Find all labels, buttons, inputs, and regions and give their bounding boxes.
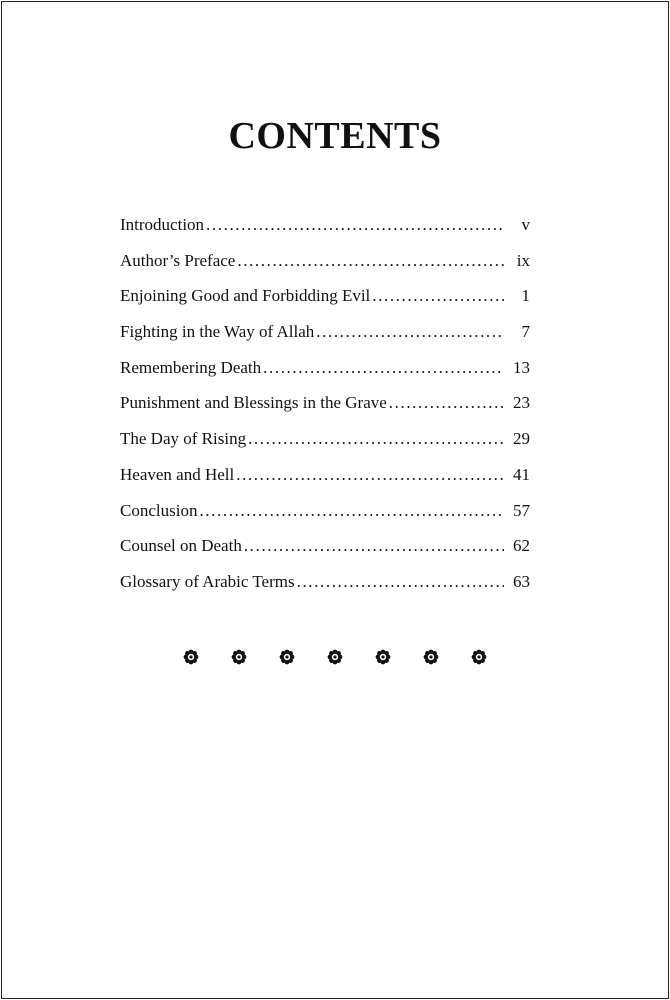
rosette-icon <box>423 649 439 665</box>
rosette-icon <box>327 649 343 665</box>
toc-entry <box>120 251 530 287</box>
toc-entry-title: Counsel on Death <box>120 536 242 556</box>
toc-entry-title: Author’s Preface <box>120 250 236 270</box>
rosette-icon <box>375 649 391 665</box>
toc-entry-page: 1 <box>521 286 530 306</box>
rosette-icon <box>279 649 295 665</box>
toc-entry-page: ix <box>516 250 530 270</box>
toc-entry-page: 13 <box>513 357 530 377</box>
toc-entry-title: Remembering Death <box>120 357 262 377</box>
toc-entry-title: Glossary of Arabic Terms <box>120 571 295 591</box>
toc-entry <box>120 536 530 572</box>
toc-entry-title: Punishment and Blessings in the Grave <box>120 393 387 413</box>
toc-entry <box>120 572 530 608</box>
dot-leader <box>316 322 504 342</box>
toc-entry-page: 23 <box>513 393 530 413</box>
ornament-divider <box>2 649 668 665</box>
book-page <box>1 1 669 999</box>
dot-leader <box>389 393 504 413</box>
toc-entry-title: The Day of Rising <box>120 429 247 449</box>
toc-entry <box>120 322 530 358</box>
rosette-icon <box>471 649 487 665</box>
toc-entry-title: Introduction <box>120 215 205 234</box>
toc-entry-title: Fighting in the Way of Allah <box>120 322 315 342</box>
dot-leader <box>372 286 504 306</box>
dot-leader <box>237 251 504 271</box>
toc-entry <box>120 286 530 322</box>
dot-leader <box>244 536 504 556</box>
toc-entry <box>120 358 530 394</box>
toc-entry-title: Enjoining Good and Forbidding Evil <box>120 286 371 306</box>
toc-entry <box>120 465 530 501</box>
toc-entry-page: 29 <box>513 429 530 449</box>
rosette-icon <box>183 649 199 665</box>
table-of-contents <box>120 215 530 608</box>
toc-entry-title: Conclusion <box>120 500 198 520</box>
page-title: CONTENTS <box>228 115 442 157</box>
dot-leader <box>199 501 504 521</box>
toc-entry-page: 7 <box>521 322 530 342</box>
toc-entry <box>120 501 530 537</box>
toc-entry-page: 62 <box>513 536 530 556</box>
toc-entry <box>120 429 530 465</box>
toc-entry-page: 63 <box>513 571 530 591</box>
toc-entry <box>120 393 530 429</box>
dot-leader <box>236 465 504 485</box>
rosette-icon <box>231 649 247 665</box>
dot-leader <box>263 358 504 378</box>
toc-entry-page: 57 <box>513 500 530 520</box>
toc-entry <box>120 215 530 251</box>
dot-leader <box>297 572 504 592</box>
toc-entry-title: Heaven and Hell <box>120 464 235 484</box>
toc-entry-page: v <box>521 215 530 234</box>
dot-leader <box>206 215 504 235</box>
toc-entry-page: 41 <box>513 464 530 484</box>
dot-leader <box>248 429 504 449</box>
